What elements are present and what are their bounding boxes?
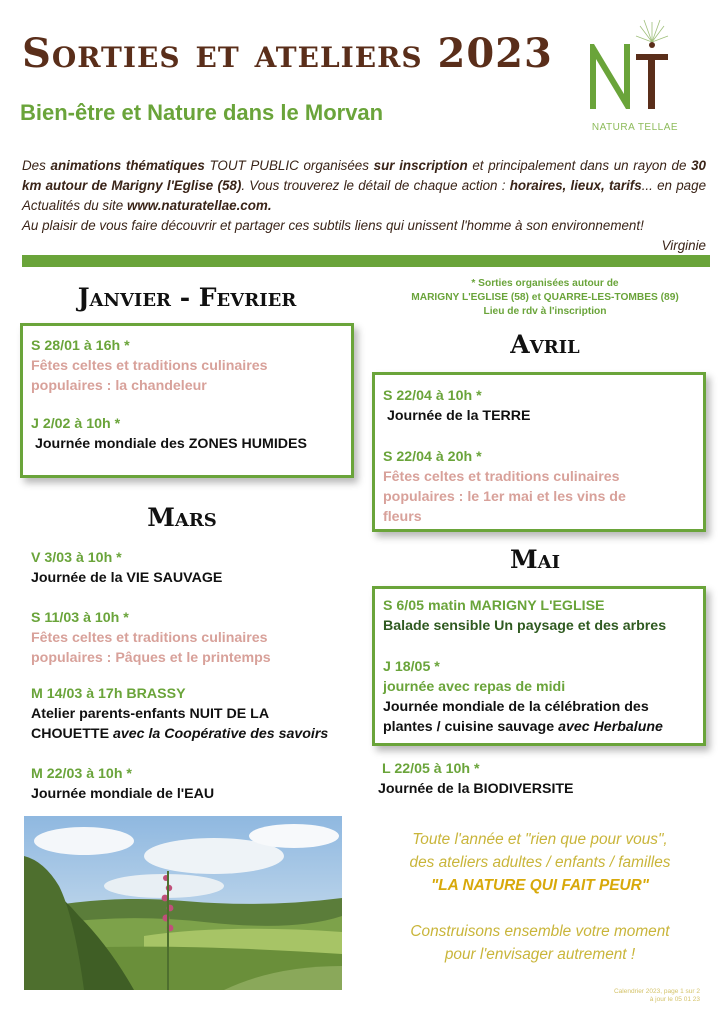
event-mar-4: M 22/03 à 10h * Journée mondiale de l'EAU: [31, 766, 215, 802]
logo-wordmark: NATURA TELLAE: [591, 122, 679, 133]
page-subtitle: Bien-être et Nature dans le Morvan: [20, 100, 384, 125]
heading-avril: Avril: [510, 330, 580, 359]
location-note: * Sorties organisées autour de MARIGNY L'EGLISE (58) et QUARRE-LES-TOMBES (89) Lieu de rdv à l'inscription: [411, 278, 679, 317]
intro-paragraph: Des animations thématiques TOUT PUBLIC organisées sur inscription et principalement dans un rayon de 30 km autour de Marigny l'Eglise (58). Vous trouverez le détail de chaque action : horaires, lieux, tarifs... en page Actualités du site www.naturatellae.com. Au plaisir de vous faire découvrir et partager ces subtils liens qui unissent l'homme à son environnement! Virginie: [22, 156, 706, 256]
event-apr-2: S 22/04 à 20h * Fêtes celtes et traditions culinaires populaires : le 1er mai et les vins de fleurs: [383, 449, 626, 525]
event-mar-1: V 3/03 à 10h * Journée de la VIE SAUVAGE: [31, 550, 223, 586]
event-may-1: S 6/05 matin MARIGNY L'EGLISE Balade sensible Un paysage et des arbres: [383, 598, 667, 634]
event-feb-1: J 2/02 à 10h * Journée mondiale des ZONES HUMIDES: [31, 416, 307, 452]
heading-mai: Mai: [509, 545, 561, 574]
green-divider: [22, 255, 710, 267]
event-may-2: J 18/05 * journée avec repas de midi Journée mondiale de la célébration des plantes / cuisine sauvage avec Herbalune: [383, 659, 663, 735]
footer-note: Calendrier 2023, page 1 sur 2 à jour le 05 01 23: [613, 988, 700, 1003]
landscape-photo: [24, 816, 342, 990]
event-apr-1: S 22/04 à 10h * Journée de la TERRE: [383, 388, 531, 424]
heading-mars: Mars: [147, 503, 217, 532]
promo-text: Toute l'année et "rien que pour vous", des ateliers adultes / enfants / familles "LA NATURE QUI FAIT PEUR" Construisons ensemble votre moment pour l'envisager autrement !: [409, 831, 671, 963]
page-title: Sorties et ateliers 2023: [22, 30, 553, 77]
event-mar-3: M 14/03 à 17h BRASSY Atelier parents-enfants NUIT DE LA CHOUETTE avec la Coopérative des savoirs: [31, 686, 329, 742]
heading-janvier-fevrier: Janvier - Fevrier: [77, 283, 297, 312]
event-jan-1: S 28/01 à 16h * Fêtes celtes et traditions culinaires populaires : la chandeleur: [31, 338, 268, 394]
naturatellae-logo: [580, 14, 690, 139]
signature: Virginie: [661, 238, 706, 253]
event-mar-2: S 11/03 à 10h * Fêtes celtes et traditions culinaires populaires : Pâques et le printemps: [31, 610, 271, 666]
event-may-3: L 22/05 à 10h * Journée de la BIODIVERSITE: [378, 761, 574, 797]
